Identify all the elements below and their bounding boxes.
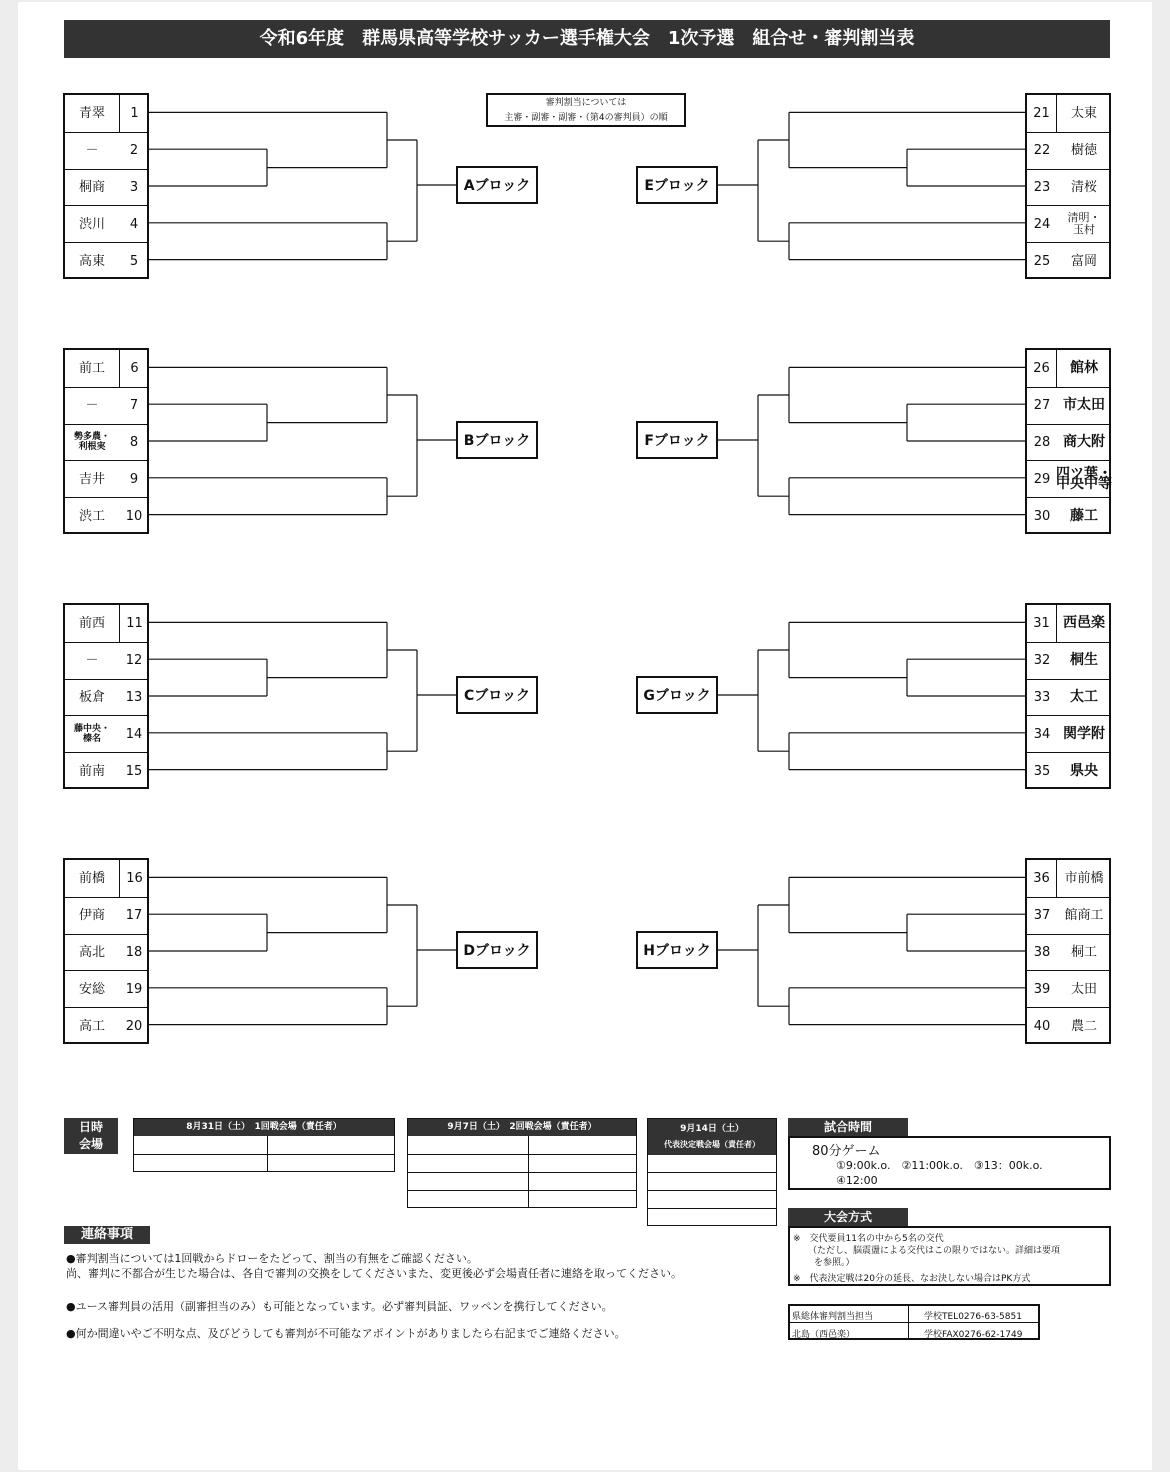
team-number: 34 <box>1033 726 1051 742</box>
team-row <box>65 679 147 716</box>
team-row <box>65 860 147 897</box>
format-line3: を参照。） <box>814 1258 855 1268</box>
team-number: 3 <box>129 179 139 195</box>
round2-col-divider <box>528 1136 529 1208</box>
team-name: 農二 <box>1070 1018 1097 1034</box>
team-row <box>65 970 147 1007</box>
team-row <box>1027 497 1109 534</box>
team-number: 32 <box>1033 653 1051 669</box>
team-name: 太田 <box>1070 981 1097 997</box>
contact-line1: ●審判割当については1回戦からドローをたどって、割当の有無をご確認ください。 <box>66 1252 478 1265</box>
team-row <box>65 897 147 934</box>
round2-row-divider-1 <box>408 1154 636 1155</box>
team-number: 38 <box>1033 944 1051 960</box>
right-team-group-e <box>1025 93 1111 279</box>
team-row <box>1027 752 1109 789</box>
team-row <box>65 95 147 132</box>
round2-header: 9月7日（土） 2回戦会場（責任者） <box>408 1119 636 1136</box>
final-row-divider-2 <box>648 1190 776 1191</box>
team-name: 市太田 <box>1063 397 1105 414</box>
team-name: 高工 <box>78 1018 105 1034</box>
team-row <box>65 752 147 789</box>
round2-venue-table <box>407 1118 637 1208</box>
referee-contact-col-divider <box>908 1306 909 1338</box>
team-number: 10 <box>125 508 143 524</box>
referee-note-line2: 主審・副審・副審・（第4の審判員）の順 <box>504 113 668 123</box>
team-name: 樹徳 <box>1070 143 1097 159</box>
team-row <box>1027 387 1109 424</box>
team-number: 7 <box>129 398 139 414</box>
team-name: － <box>85 653 99 669</box>
format-line4: ※ 代表決定戦は20分の延長、なお決しない場合はPK方式 <box>793 1274 1031 1284</box>
team-number: 17 <box>125 908 143 924</box>
team-row <box>1027 679 1109 716</box>
left-team-group-d <box>63 858 149 1044</box>
team-row <box>65 715 147 752</box>
team-row <box>65 460 147 497</box>
block-c-label: Cブロック <box>456 676 538 714</box>
contact-line2: 尚、審判に不都合が生じた場合は、各自で審判の交換をしてくださいまた、変更後必ず会場責任者に連絡を取ってください。 <box>66 1267 682 1280</box>
format-line1: ※ 交代要員11名の中から5名の交代 <box>793 1234 944 1244</box>
referee-note-line1: 審判割当については <box>545 98 627 108</box>
team-name: 四ツ葉・ 中央中等 <box>1056 466 1112 493</box>
team-row <box>1027 642 1109 679</box>
team-number: 26 <box>1027 350 1057 387</box>
team-number: 5 <box>129 253 139 269</box>
left-team-group-c <box>63 603 149 789</box>
team-name: 前南 <box>78 763 105 779</box>
team-row <box>65 387 147 424</box>
format-box <box>788 1226 1111 1286</box>
team-name: 青翠 <box>78 105 105 121</box>
team-number: 2 <box>129 143 139 159</box>
final-header <box>648 1119 776 1155</box>
team-name: 前橋 <box>78 870 105 886</box>
team-name: 高東 <box>78 253 105 269</box>
team-name: 県央 <box>1070 762 1098 779</box>
team-row <box>1027 205 1109 242</box>
team-name: 桐商 <box>78 179 105 195</box>
team-name: 館林 <box>1070 359 1098 376</box>
team-row <box>1027 934 1109 971</box>
referee-contact-row-divider <box>790 1322 1038 1323</box>
final-header-date: 9月14日（土） <box>680 1124 744 1134</box>
team-number: 24 <box>1033 216 1051 232</box>
team-number: 20 <box>125 1018 143 1034</box>
team-number: 21 <box>1027 95 1057 132</box>
team-number: 22 <box>1033 143 1051 159</box>
referee-contact-box <box>788 1304 1040 1340</box>
round2-row-divider-3 <box>408 1190 636 1191</box>
team-row <box>65 1007 147 1044</box>
team-row <box>65 350 147 387</box>
team-number: 35 <box>1033 763 1051 779</box>
team-row <box>65 132 147 169</box>
team-row <box>65 497 147 534</box>
team-number: 6 <box>119 350 149 387</box>
match-time-times-2: ④12:00 <box>836 1174 878 1187</box>
team-number: 14 <box>125 726 143 742</box>
team-number: 31 <box>1027 605 1057 642</box>
team-row <box>1027 605 1109 642</box>
team-name: 藤工 <box>1070 507 1098 524</box>
team-row <box>1027 970 1109 1007</box>
contact-line3: ●ユース審判員の活用（副審担当のみ）も可能となっています。必ず審判員証、ワッペンを携行してください。 <box>66 1300 613 1313</box>
team-name: 勢多農・ 利根実 <box>73 432 110 453</box>
left-team-group-b <box>63 348 149 534</box>
round1-venue-table <box>133 1118 395 1172</box>
team-number: 12 <box>125 653 143 669</box>
team-name: 太工 <box>1070 688 1098 705</box>
team-number: 19 <box>125 981 143 997</box>
match-time-label: 試合時間 <box>788 1118 908 1136</box>
team-name: 清明・ 玉村 <box>1067 211 1101 237</box>
block-f-label: Fブロック <box>636 421 718 459</box>
schedule-label-venue: 会場 <box>78 1137 103 1151</box>
team-name: － <box>85 143 99 159</box>
right-team-group-g <box>1025 603 1111 789</box>
team-number: 28 <box>1033 434 1051 450</box>
team-row <box>65 934 147 971</box>
team-name: 西邑楽 <box>1063 614 1105 631</box>
block-e-label: Eブロック <box>636 166 718 204</box>
contact-label: 連絡事項 <box>64 1226 150 1244</box>
team-row <box>1027 860 1109 897</box>
team-row <box>1027 424 1109 461</box>
team-name: 市前橋 <box>1064 870 1104 886</box>
team-number: 36 <box>1027 860 1057 897</box>
team-row <box>65 424 147 461</box>
team-row <box>1027 1007 1109 1044</box>
round1-row-divider <box>134 1154 394 1155</box>
team-name: 前西 <box>78 615 105 631</box>
team-name: － <box>85 398 99 414</box>
team-number: 25 <box>1033 253 1051 269</box>
right-team-group-h <box>1025 858 1111 1044</box>
team-name: 桐生 <box>1070 652 1098 669</box>
right-team-group-f <box>1025 348 1111 534</box>
team-row <box>65 642 147 679</box>
final-header-venue: 代表決定戦会場（責任者） <box>664 1140 760 1149</box>
team-row <box>65 242 147 279</box>
round1-header: 8月31日（土） 1回戦会場（責任者） <box>134 1119 394 1136</box>
team-number: 16 <box>119 860 149 897</box>
final-row-divider-3 <box>648 1208 776 1209</box>
referee-contact-tel: 学校TEL0276-63-5851 <box>924 1312 1022 1322</box>
team-number: 15 <box>125 763 143 779</box>
team-row <box>1027 132 1109 169</box>
team-row <box>65 169 147 206</box>
left-team-group-a <box>63 93 149 279</box>
referee-contact-person: 北島（西邑楽） <box>792 1330 856 1340</box>
team-name: 清桜 <box>1070 179 1097 195</box>
team-number: 13 <box>125 689 143 705</box>
team-row <box>1027 95 1109 132</box>
format-line2: （ただし、脳震盪による交代はこの限りではない。詳細は要項 <box>808 1246 1061 1256</box>
schedule-label-date: 日時 <box>78 1120 103 1134</box>
match-time-game: 80分ゲーム <box>812 1144 881 1159</box>
referee-contact-fax: 学校FAX0276-62-1749 <box>924 1330 1023 1340</box>
team-number: 39 <box>1033 981 1051 997</box>
team-name: 渋川 <box>78 216 105 232</box>
block-a-label: Aブロック <box>456 166 538 204</box>
match-time-box <box>788 1136 1111 1190</box>
team-name: 板倉 <box>78 689 105 705</box>
round1-col-divider <box>267 1136 268 1172</box>
team-name: 商大附 <box>1063 433 1105 450</box>
final-venue-table <box>647 1118 777 1226</box>
team-row <box>1027 350 1109 387</box>
team-number: 9 <box>129 471 139 487</box>
team-number: 11 <box>119 605 149 642</box>
team-number: 27 <box>1033 398 1051 414</box>
team-name: 安総 <box>78 981 105 997</box>
team-name: 渋工 <box>78 508 105 524</box>
team-row <box>1027 897 1109 934</box>
block-d-label: Dブロック <box>456 931 538 969</box>
team-number: 1 <box>119 95 149 132</box>
team-number: 33 <box>1033 689 1051 705</box>
block-h-label: Hブロック <box>636 931 718 969</box>
team-row <box>65 605 147 642</box>
round2-row-divider-2 <box>408 1172 636 1173</box>
team-name: 吉井 <box>78 471 105 487</box>
team-name: 富岡 <box>1070 253 1097 269</box>
team-number: 40 <box>1033 1018 1051 1034</box>
team-number: 23 <box>1033 179 1051 195</box>
team-number: 18 <box>125 944 143 960</box>
team-name: 太東 <box>1070 105 1097 121</box>
team-row <box>1027 169 1109 206</box>
match-time-times: ①9:00k.o. ②11:00k.o. ③13：00k.o. <box>836 1159 1043 1172</box>
contact-line4: ●何か間違いやご不明な点、及びどうしても審判が不可能なアポイントがありましたら右記までご連絡ください。 <box>66 1327 626 1340</box>
block-b-label: Bブロック <box>456 421 538 459</box>
team-row <box>65 205 147 242</box>
team-number: 29 <box>1033 471 1051 487</box>
team-name: 藤中央・ 榛名 <box>73 724 110 745</box>
team-name: 伊商 <box>78 908 105 924</box>
team-name: 館商工 <box>1064 908 1104 924</box>
page-title: 令和6年度 群馬県高等学校サッカー選手権大会 1次予選 組合せ・審判割当表 <box>64 20 1110 58</box>
format-label: 大会方式 <box>788 1208 908 1226</box>
team-name: 関学附 <box>1063 725 1105 742</box>
team-row <box>1027 460 1112 497</box>
block-g-label: Gブロック <box>636 676 718 714</box>
final-row-divider-1 <box>648 1172 776 1173</box>
team-name: 桐工 <box>1070 944 1097 960</box>
team-name: 高北 <box>78 944 105 960</box>
team-row <box>1027 242 1109 279</box>
team-number: 30 <box>1033 508 1051 524</box>
team-number: 8 <box>129 434 139 450</box>
schedule-label <box>64 1118 118 1154</box>
team-number: 4 <box>129 216 139 232</box>
referee-contact-role: 県総体審判割当担当 <box>792 1312 874 1322</box>
team-name: 前工 <box>78 360 105 376</box>
team-row <box>1027 715 1109 752</box>
team-number: 37 <box>1033 908 1051 924</box>
